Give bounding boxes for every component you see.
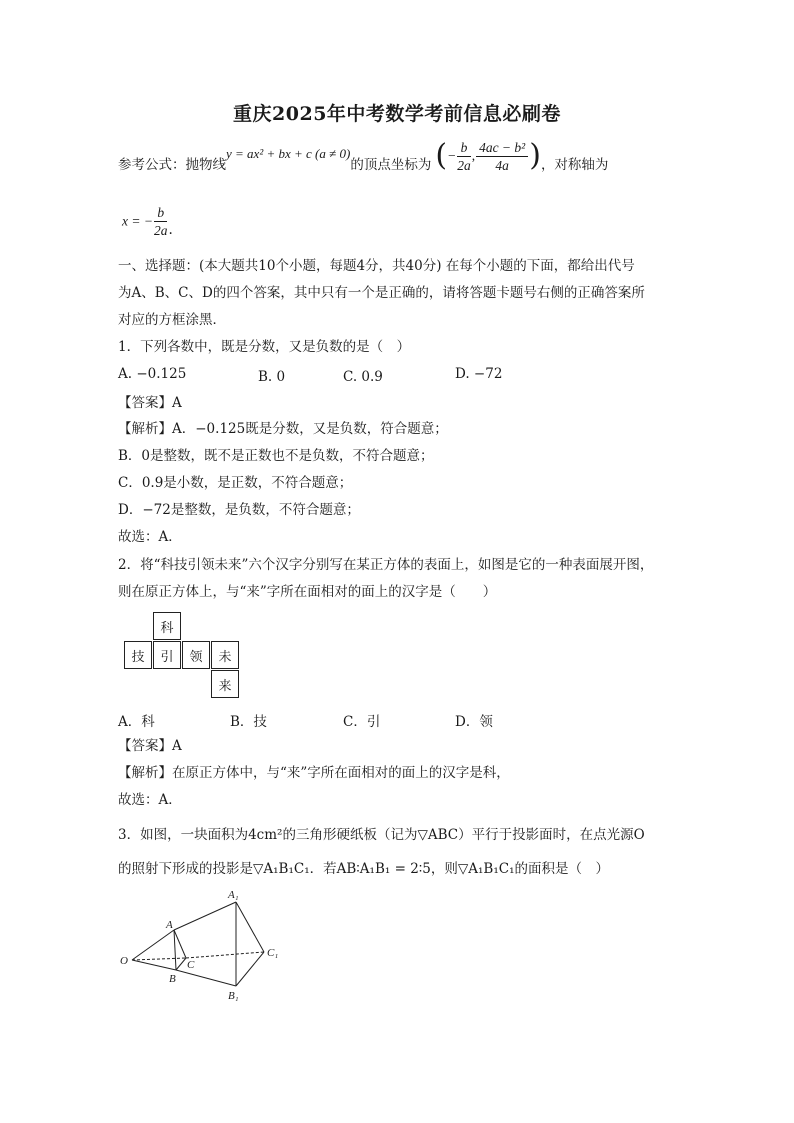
axis-formula: x = − $\frac{b}{2a}$ . (122, 205, 173, 238)
net-cell-yin: 引 (153, 641, 181, 669)
q2-option-c: C．引 (343, 714, 381, 730)
section-heading-line2: 为A、B、C、D的四个答案，其中只有一个是正确的，请将答题卡题号右侧的正确答案所 (118, 285, 645, 301)
section-heading-line3: 对应的方框涂黑． (118, 312, 226, 328)
line-AB (174, 930, 176, 970)
q1-analysis-2: B．0是整数，既不是正数也不是负数，不符合题意； (118, 448, 434, 464)
line-BC (176, 958, 186, 970)
net-cell-ji: 技 (124, 641, 152, 669)
page-title: 重庆2025年中考数学考前信息必刷卷 (233, 103, 561, 125)
q1-analysis-1: 【解析】A．−0.125既是分数，又是负数，符合题意； (118, 421, 448, 437)
q2-stem-1: 2．将“科技引领未来”六个汉字分别写在某正方体的表面上，如图是它的一种表面展开图， (118, 557, 654, 573)
line-CC1 (186, 952, 264, 958)
axis-text: ，对称轴为 (540, 157, 609, 173)
q1-option-c: C. 0.9 (343, 369, 383, 385)
vertex-x-fraction: $\frac{b}{2a}$ (457, 139, 471, 173)
net-cell-wei: 未 (211, 641, 239, 669)
q2-option-b: B．技 (230, 714, 267, 730)
q1-option-d: D. −72 (455, 366, 503, 382)
vertex-y-fraction: $\frac{\text{4ac − b²}}{4a}$ (476, 139, 528, 174)
line-OA (132, 930, 174, 960)
q1-option-a: A. −0.125 (118, 366, 187, 382)
line-AA1 (174, 902, 236, 930)
net-cell-ke: 科 (153, 612, 181, 640)
label-C1: C₁ (267, 947, 279, 959)
q1-option-b: B. 0 (258, 369, 286, 385)
line-A1C1 (236, 902, 264, 952)
q2-analysis-1: 【解析】在原正方体中，与“来”字所在面相对的面上的汉字是科， (118, 765, 510, 781)
q2-option-a: A．科 (118, 714, 155, 730)
line-OB (132, 960, 176, 970)
q1-answer: 【答案】A (118, 395, 182, 411)
label-B1: B₁ (228, 990, 239, 1002)
q2-stem-2: 则在原正方体上，与“来”字所在面相对的面上的汉字是（ ） (118, 584, 497, 600)
q2-analysis-2: 故选：A． (118, 792, 182, 808)
label-C: C (187, 959, 195, 971)
q3-stem-2: 的照射下形成的投影是▽A₁B₁C₁．若AB∶A₁B₁ = 2∶5，则▽A₁B₁C₁的面积是（ ） (118, 861, 609, 877)
label-A: A (166, 919, 173, 931)
formula-line: 参考公式：抛物线y = ax² + bx + c (a ≠ 0)的顶点坐标为 (− $\frac{b}{2a}$ , $\frac{\text{4ac − b²}}{4a}$ )，对称轴为 (118, 138, 609, 173)
section-heading-line1: 一、选择题：(本大题共10个小题，每题4分，共40分) 在每个小题的下面，都给出代号 (118, 258, 635, 274)
label-B: B (169, 973, 176, 985)
q1-stem: 1．下列各数中，既是分数，又是负数的是（ ） (118, 339, 411, 355)
q3-stem-1: 3．如图，一块面积为4cm²的三角形硬纸板（记为▽ABC）平行于投影面时，在点光源O (118, 827, 645, 843)
q2-option-d: D．领 (455, 714, 493, 730)
q1-analysis-4: D．−72是整数，是负数，不符合题意； (118, 502, 360, 518)
paren-left: ( (435, 138, 448, 173)
net-cell-ling: 领 (182, 641, 210, 669)
projection-figure (112, 882, 292, 1004)
line-B1C1 (236, 952, 264, 986)
line-BB1 (176, 970, 236, 986)
q1-analysis-3: C．0.9是小数，是正数，不符合题意； (118, 475, 353, 491)
axis-fraction: $\frac{b}{2a}$ (153, 205, 168, 238)
parabola-expression: y = ax² + bx + c (a ≠ 0) (226, 146, 351, 161)
vertex-text: 的顶点坐标为 (350, 157, 432, 173)
paren-right: ) (529, 138, 541, 173)
line-AC (174, 930, 186, 958)
line-OC (132, 958, 186, 960)
label-O: O (120, 955, 128, 967)
q1-analysis-5: 故选：A． (118, 529, 182, 545)
formula-prefix: 参考公式：抛物线 (118, 157, 226, 173)
q2-answer: 【答案】A (118, 738, 182, 754)
net-cell-lai: 来 (211, 670, 239, 698)
label-A1: A₁ (228, 889, 239, 901)
cube-net (124, 612, 244, 700)
